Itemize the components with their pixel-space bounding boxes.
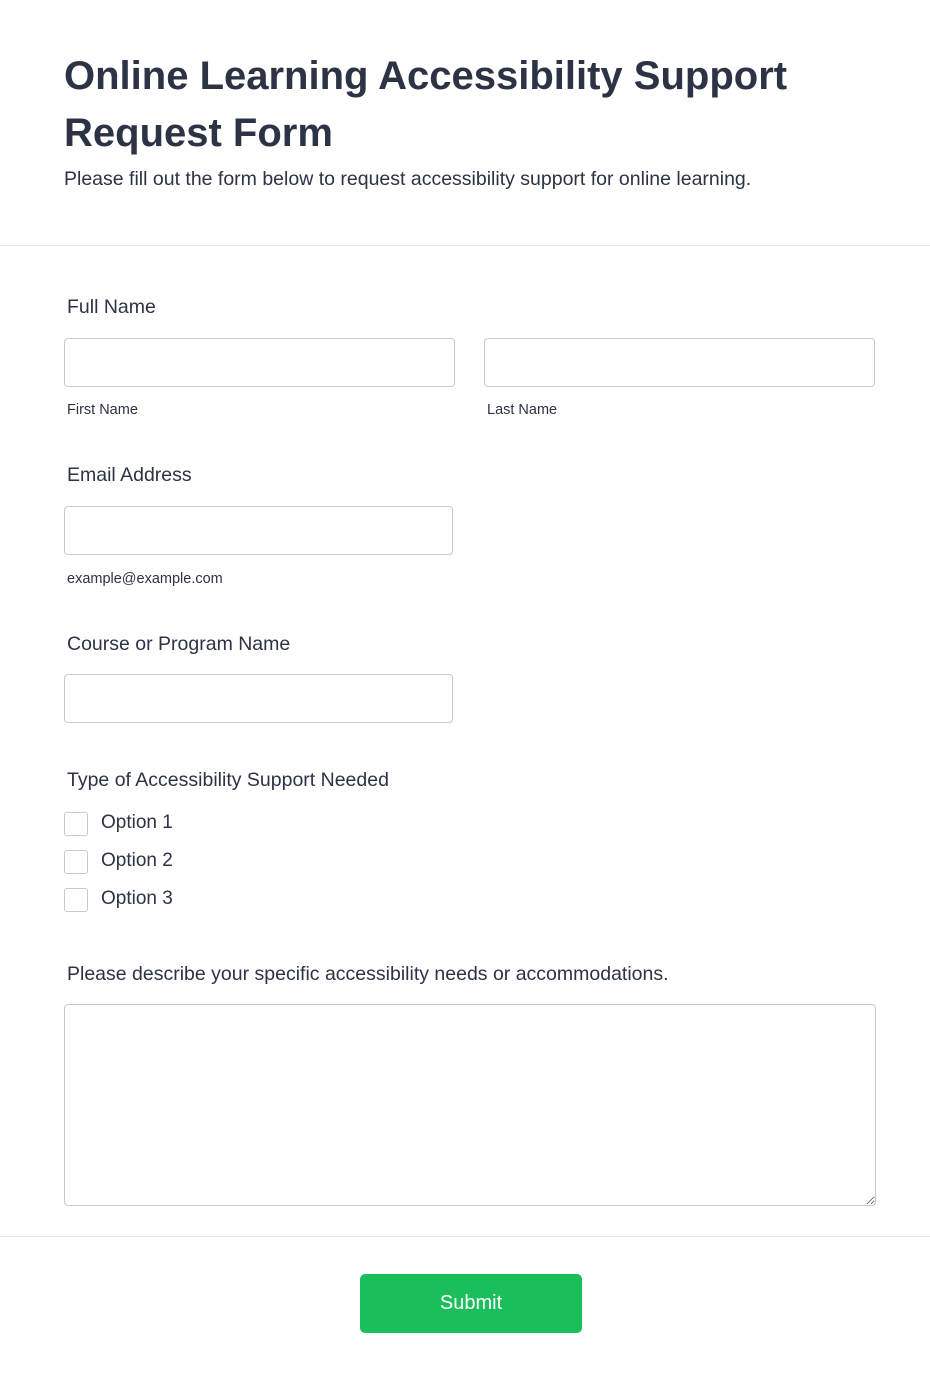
page-subtitle: Please fill out the form below to request accessibility support for online learning. xyxy=(64,168,752,190)
description-label: Please describe your specific accessibility needs or accommodations. xyxy=(67,963,669,985)
last-name-input[interactable] xyxy=(484,338,875,387)
option-2-checkbox[interactable] xyxy=(64,850,88,874)
first-name-sublabel: First Name xyxy=(67,402,138,418)
footer-divider xyxy=(0,1236,930,1237)
full-name-label: Full Name xyxy=(67,296,156,318)
option-3-label[interactable]: Option 3 xyxy=(101,888,173,909)
course-input[interactable] xyxy=(64,674,453,723)
option-1-checkbox[interactable] xyxy=(64,812,88,836)
support-type-label: Type of Accessibility Support Needed xyxy=(67,769,389,791)
page-title: Online Learning Accessibility Support Request Form xyxy=(64,54,788,155)
option-3-checkbox[interactable] xyxy=(64,888,88,912)
option-2-label[interactable]: Option 2 xyxy=(101,850,173,871)
email-hint: example@example.com xyxy=(67,571,223,587)
header-divider xyxy=(0,245,930,246)
course-label: Course or Program Name xyxy=(67,633,291,655)
email-label: Email Address xyxy=(67,464,192,486)
last-name-sublabel: Last Name xyxy=(487,402,558,418)
option-1-label[interactable]: Option 1 xyxy=(101,812,173,833)
submit-button[interactable]: Submit xyxy=(360,1274,582,1333)
description-textarea[interactable] xyxy=(64,1004,876,1206)
first-name-input[interactable] xyxy=(64,338,455,387)
email-input[interactable] xyxy=(64,506,453,555)
